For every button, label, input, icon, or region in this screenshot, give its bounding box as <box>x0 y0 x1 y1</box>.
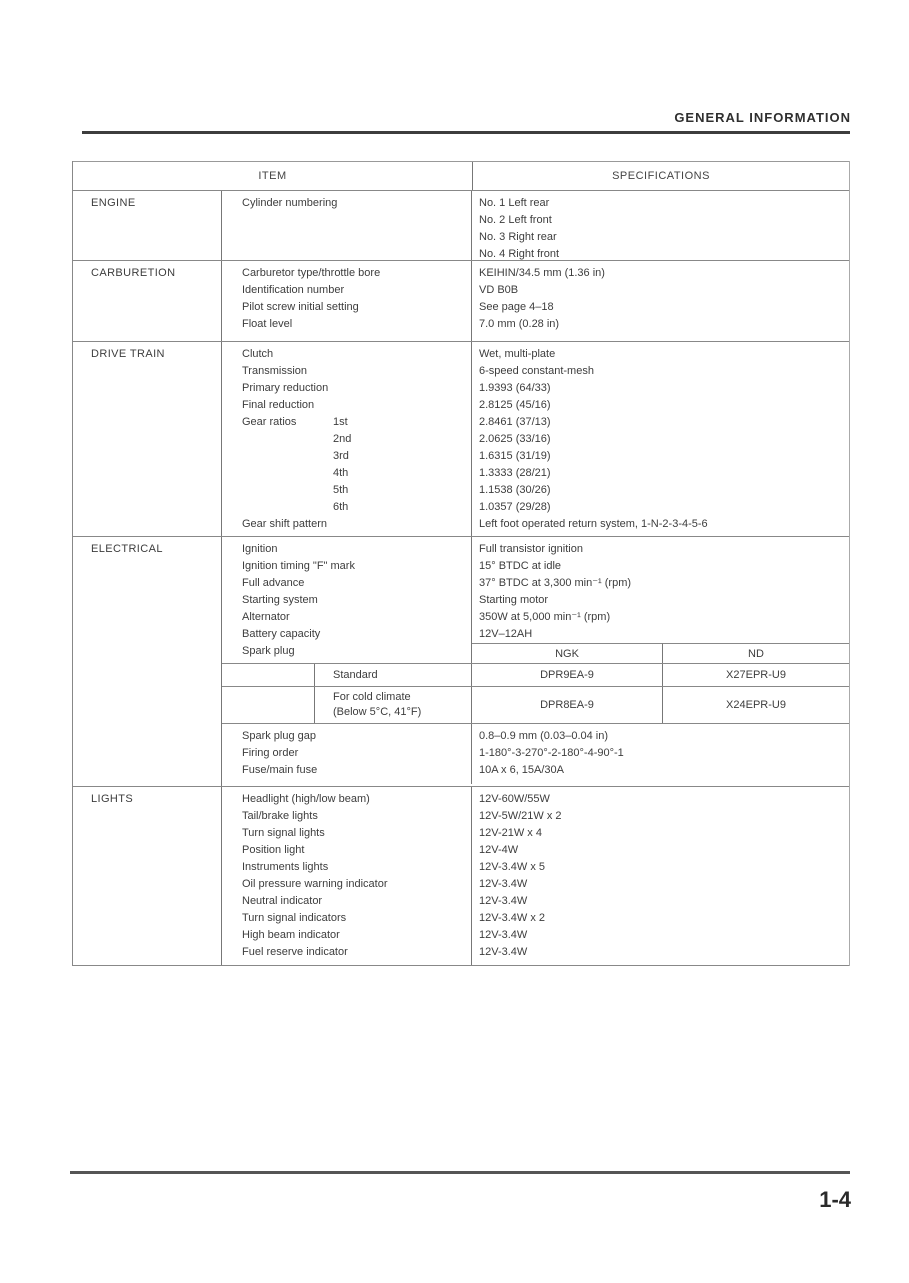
item-label: Firing order <box>242 747 299 759</box>
spec-value: See page 4–18 <box>479 301 554 313</box>
spec-value: 12V-3.4W x 2 <box>479 912 546 924</box>
plug-type-line2: (Below 5°C, 41°F) <box>333 706 422 718</box>
item-label: Ignition timing "F" mark <box>242 560 355 572</box>
spec-value: 1.3333 (28/21) <box>479 467 551 479</box>
column-header-specifications: SPECIFICATIONS <box>612 170 710 182</box>
spec-column <box>472 724 849 784</box>
item-label: Fuse/main fuse <box>242 764 318 776</box>
spec-value: VD B0B <box>479 284 519 296</box>
footer-rule <box>70 1171 850 1174</box>
ngk-value: DPR8EA-9 <box>472 687 663 723</box>
page-number: 1-4 <box>819 1187 851 1212</box>
spec-value: Starting motor <box>479 594 549 606</box>
gear-label: 2nd <box>333 433 352 445</box>
spec-value: KEIHIN/34.5 mm (1.36 in) <box>479 267 605 279</box>
item-label: Position light <box>242 844 305 856</box>
item-label: Instruments lights <box>242 861 329 873</box>
spec-value: 2.8461 (37/13) <box>479 416 551 428</box>
spec-column <box>472 342 849 536</box>
electrical-rows-after <box>222 724 849 784</box>
spec-value: 0.8–0.9 mm (0.03–0.04 in) <box>479 730 609 742</box>
item-label: Carburetor type/throttle bore <box>242 267 381 279</box>
item-column <box>222 724 472 784</box>
item-column <box>222 191 472 260</box>
item-column <box>222 261 472 341</box>
section-engine <box>73 191 849 261</box>
item-label: Tail/brake lights <box>242 810 318 822</box>
spec-value: Wet, multi-plate <box>479 348 556 360</box>
spec-value: 7.0 mm (0.28 in) <box>479 318 560 330</box>
gear-label: 4th <box>333 467 349 479</box>
category-label: DRIVE TRAIN <box>73 342 222 536</box>
spec-value: 12V-3.4W <box>479 929 528 941</box>
spec-column <box>472 261 849 341</box>
plug-type-label: Standard <box>314 664 472 686</box>
nd-value: X27EPR-U9 <box>726 668 786 681</box>
item-label: Identification number <box>242 284 345 296</box>
item-label: Cylinder numbering <box>242 197 338 209</box>
item-label: Turn signal lights <box>242 827 325 839</box>
item-label: Pilot screw initial setting <box>242 301 359 313</box>
column-header-item: ITEM <box>73 162 473 190</box>
category-label: ENGINE <box>73 191 222 260</box>
item-label: Spark plug gap <box>242 730 316 742</box>
spec-column <box>472 787 849 965</box>
item-label: Neutral indicator <box>242 895 323 907</box>
section-drive-train <box>73 342 849 537</box>
spec-value: No. 1 Left rear <box>479 197 550 209</box>
spec-value: 12V–12AH <box>479 628 533 640</box>
spec-value: No. 2 Left front <box>479 214 552 226</box>
spec-value: 37° BTDC at 3,300 min⁻¹ (rpm) <box>479 577 632 589</box>
electrical-body <box>222 537 849 786</box>
item-label: Transmission <box>242 365 307 377</box>
section-carburetion <box>73 261 849 342</box>
spec-column <box>472 537 849 643</box>
spec-value: No. 3 Right rear <box>479 231 557 243</box>
item-label: Spark plug <box>222 643 472 663</box>
spec-value: 15° BTDC at idle <box>479 560 562 572</box>
header-rule <box>82 131 850 134</box>
gear-label: 6th <box>333 501 349 513</box>
spec-value: 12V-3.4W <box>479 878 528 890</box>
item-label: Oil pressure warning indicator <box>242 878 388 890</box>
section-electrical <box>73 537 849 787</box>
item-column <box>222 342 472 536</box>
spec-value: 10A x 6, 15A/30A <box>479 764 565 776</box>
ngk-value: DPR9EA-9 <box>472 664 663 686</box>
brand-nd: ND <box>663 643 849 663</box>
item-label: Clutch <box>242 348 274 360</box>
item-label: Gear ratios <box>242 416 297 428</box>
category-label: LIGHTS <box>73 787 222 965</box>
nd-value: X24EPR-U9 <box>726 698 786 711</box>
section-title: GENERAL INFORMATION <box>674 110 851 125</box>
spark-plug-header <box>222 643 849 663</box>
spec-value: 1-180°-3-270°-2-180°-4-90°-1 <box>479 747 624 759</box>
spec-value: Full transistor ignition <box>479 543 583 555</box>
spec-value: 12V-4W <box>479 844 519 856</box>
category-label: ELECTRICAL <box>73 537 222 786</box>
category-label: CARBURETION <box>73 261 222 341</box>
gear-ratios-row <box>242 414 471 431</box>
spec-value: 12V-3.4W <box>479 895 528 907</box>
spec-value: 6-speed constant-mesh <box>479 365 594 377</box>
brand-ngk: NGK <box>472 643 663 663</box>
item-label: Ignition <box>242 543 278 555</box>
item-label: Float level <box>242 318 293 330</box>
item-column <box>222 537 472 643</box>
item-label: Full advance <box>242 577 305 589</box>
spark-plug-cold-row <box>222 686 849 724</box>
spec-value: 2.8125 (45/16) <box>479 399 551 411</box>
gear-label: 3rd <box>333 450 349 462</box>
spec-table <box>72 161 850 966</box>
item-label: Turn signal indicators <box>242 912 347 924</box>
plug-type-line1: For cold climate <box>333 691 411 703</box>
item-label: Alternator <box>242 611 290 623</box>
table-header <box>73 161 849 191</box>
item-label: Primary reduction <box>242 382 329 394</box>
spec-column <box>472 191 849 260</box>
spec-value: 1.9393 (64/33) <box>479 382 551 394</box>
item-label: Battery capacity <box>242 628 321 640</box>
electrical-rows <box>222 537 849 643</box>
plug-type-label <box>314 687 472 723</box>
spark-plug-standard-row <box>222 663 849 686</box>
gear-label: 5th <box>333 484 349 496</box>
item-label: Gear shift pattern <box>242 518 327 530</box>
item-label: Headlight (high/low beam) <box>242 793 370 805</box>
section-lights <box>73 787 849 966</box>
spec-value: 12V-60W/55W <box>479 793 550 805</box>
item-label: High beam indicator <box>242 929 340 941</box>
spec-value: 12V-3.4W <box>479 946 528 958</box>
spec-value: 1.0357 (29/28) <box>479 501 551 513</box>
gear-label: 1st <box>333 416 348 428</box>
spec-value: No. 4 Right front <box>479 248 560 260</box>
spec-value: 1.1538 (30/26) <box>479 484 551 496</box>
spec-value: 2.0625 (33/16) <box>479 433 551 445</box>
item-column <box>222 787 472 965</box>
spec-value: Left foot operated return system, 1-N-2-3-4-5-6 <box>479 518 708 530</box>
spec-value: 1.6315 (31/19) <box>479 450 551 462</box>
item-label: Final reduction <box>242 399 315 411</box>
spec-value: 350W at 5,000 min⁻¹ (rpm) <box>479 611 611 623</box>
spec-value: 12V-3.4W x 5 <box>479 861 546 873</box>
spec-value: 12V-21W x 4 <box>479 827 542 839</box>
item-label: Fuel reserve indicator <box>242 946 348 958</box>
item-label: Starting system <box>242 594 318 606</box>
spec-value: 12V-5W/21W x 2 <box>479 810 562 822</box>
